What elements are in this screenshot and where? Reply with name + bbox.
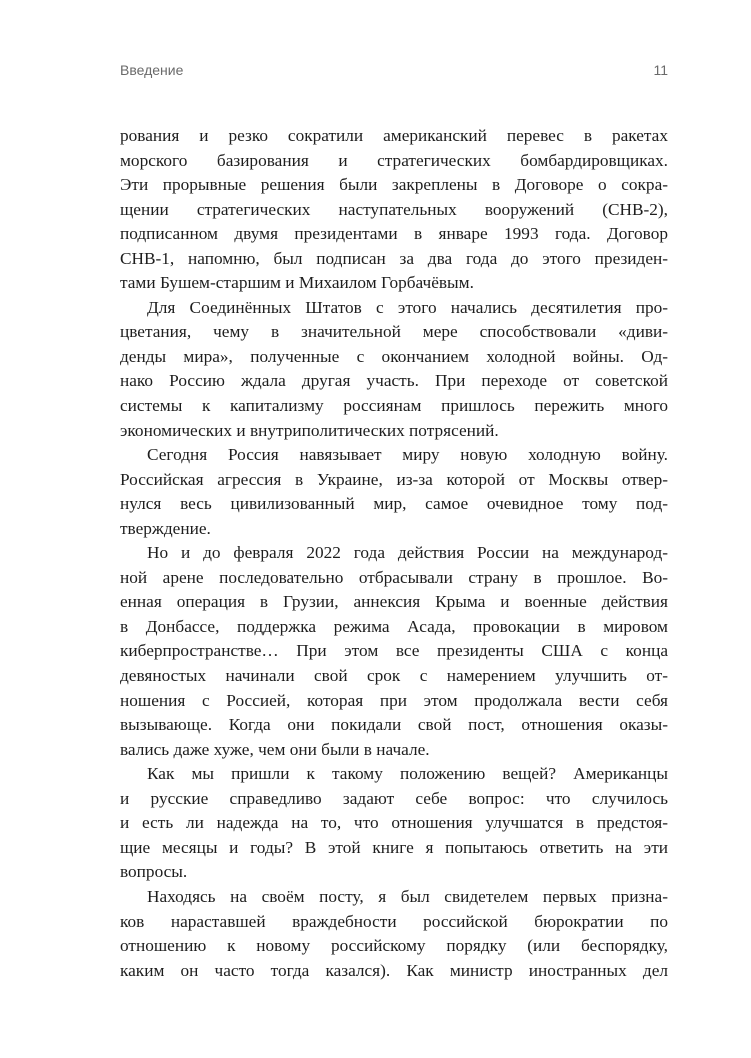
text-line: Российская агрессия в Украине, из-за которой от Москвы отвер- bbox=[120, 469, 668, 489]
text-line: тами Бушем-старшим и Михаилом Горбачёвым. bbox=[120, 273, 474, 293]
text-line: нако Россию ждала другая участь. При переходе от советской bbox=[120, 371, 668, 391]
text-line: и есть ли надежда на то, что отношения улучшатся в предстоя- bbox=[120, 813, 668, 833]
page-number: 11 bbox=[653, 62, 668, 78]
text-line: щие месяцы и годы? В этой книге я попытаюсь ответить на эти bbox=[120, 837, 668, 857]
text-line: отношению к новому российскому порядку (или беспорядку, bbox=[120, 936, 668, 956]
text-line: ков нараставшей враждебности российской бюрократии по bbox=[120, 911, 668, 931]
text-line: Для Соединённых Штатов с этого начались десятилетия про- bbox=[147, 297, 668, 317]
text-line: ной арене последовательно отбрасывали страну в прошлое. Во- bbox=[120, 567, 668, 587]
text-line: щении стратегических наступательных вооружений (СНВ-2), bbox=[120, 199, 668, 219]
text-line: морского базирования и стратегических бомбардировщиках. bbox=[120, 150, 668, 170]
text-line: енная операция в Грузии, аннексия Крыма и военные действия bbox=[120, 592, 668, 612]
text-line: Но и до февраля 2022 года действия России на международ- bbox=[147, 543, 668, 563]
text-line: каким он часто тогда казался). Как министр иностранных дел bbox=[120, 960, 668, 980]
text-line: экономических и внутриполитических потрясений. bbox=[120, 420, 499, 440]
text-line: ношения с Россией, которая при этом продолжала вести себя bbox=[120, 690, 668, 710]
text-line: Сегодня Россия навязывает миру новую холодную войну. bbox=[147, 445, 668, 465]
text-line: вызывающе. Когда они покидали свой пост, отношения оказы- bbox=[120, 715, 668, 735]
text-line: Как мы пришли к такому положению вещей? Американцы bbox=[147, 764, 668, 784]
text-line: девяностых начинали свой срок с намерением улучшить от- bbox=[120, 666, 668, 686]
section-title: Введение bbox=[120, 62, 184, 78]
text-line: в Донбассе, поддержка режима Асада, провокации в мировом bbox=[120, 616, 668, 636]
text-line: системы к капитализму россиянам пришлось пережить много bbox=[120, 396, 668, 416]
text-line: подписанном двумя президентами в январе 1993 года. Договор bbox=[120, 224, 668, 244]
text-line: и русские справедливо задают себе вопрос: что случилось bbox=[120, 788, 668, 808]
body-text bbox=[120, 124, 668, 983]
text-line: рования и резко сократили американский перевес в ракетах bbox=[120, 126, 668, 145]
text-line: цветания, чему в значительной мере способствовали «диви- bbox=[120, 322, 668, 342]
text-line: нулся весь цивилизованный мир, самое очевидное тому под- bbox=[120, 494, 668, 514]
text-line: тверждение. bbox=[120, 518, 211, 538]
text-line: вались даже хуже, чем они были в начале. bbox=[120, 739, 430, 759]
text-line: Эти прорывные решения были закреплены в Договоре о сокра- bbox=[120, 175, 668, 195]
text-line: киберпространстве… При этом все президенты США с конца bbox=[120, 641, 668, 661]
running-header bbox=[120, 62, 668, 84]
text-line: СНВ-1, напомню, был подписан за два года до этого президен- bbox=[120, 248, 668, 268]
text-line: Находясь на своём посту, я был свидетелем первых призна- bbox=[147, 886, 668, 906]
text-line: денды мира», полученные с окончанием холодной войны. Од- bbox=[120, 346, 668, 366]
text-line: вопросы. bbox=[120, 862, 188, 882]
